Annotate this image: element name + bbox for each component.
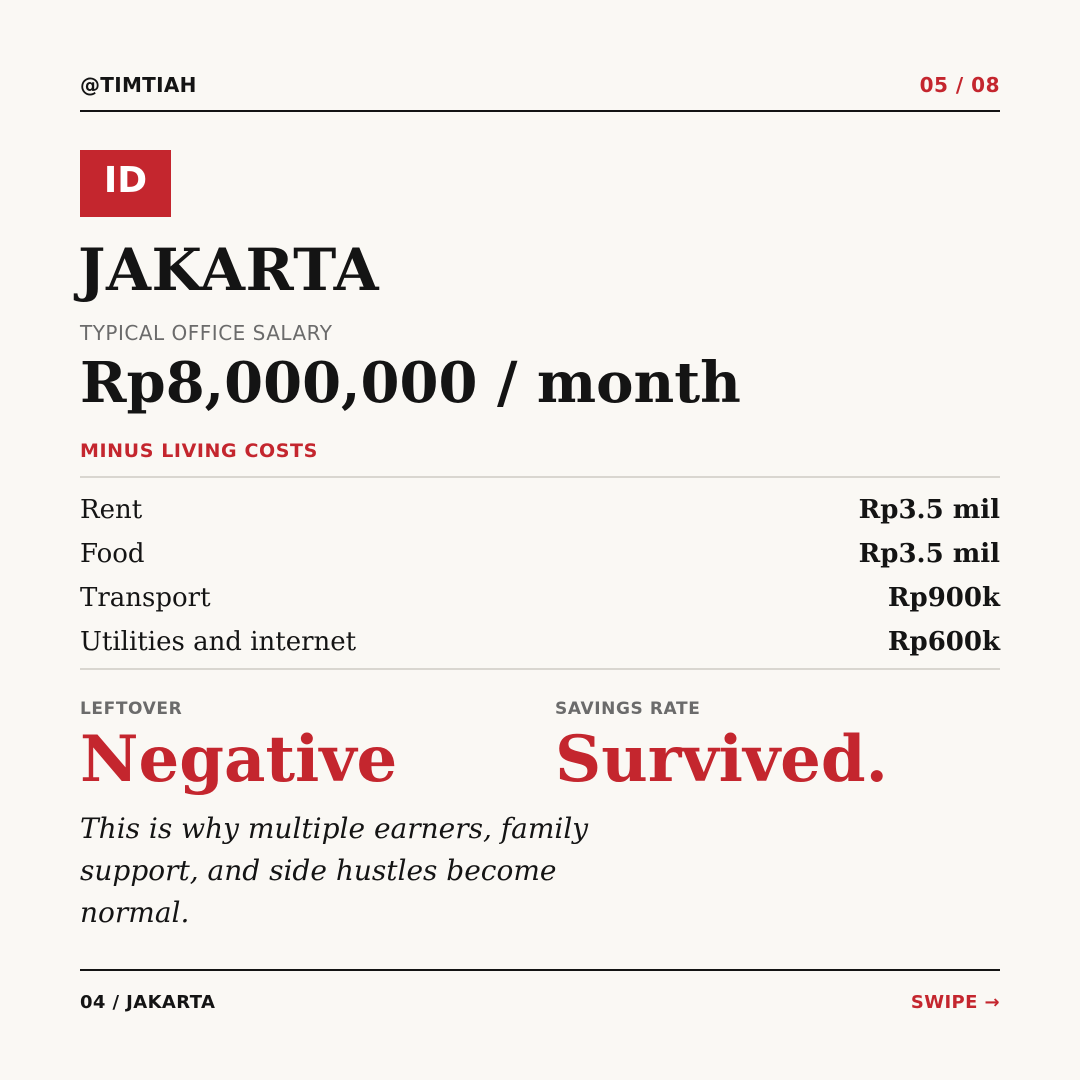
section-indicator: 04 / JAKARTA <box>80 991 216 1013</box>
cost-name: Utilities and internet <box>80 627 357 657</box>
cost-row-rent <box>80 488 1000 532</box>
cost-name: Rent <box>80 495 143 525</box>
city-title: JAKARTA <box>78 236 380 304</box>
cost-row-food <box>80 532 1000 576</box>
leftover-label: LEFTOVER <box>80 699 183 719</box>
costs-bottom-divider <box>80 668 1000 670</box>
author-handle: @TIMTIAH <box>80 73 197 97</box>
salary-value: Rp8,000,000 / month <box>80 350 741 416</box>
leftover-value: Negative <box>80 722 398 797</box>
cost-name: Transport <box>80 583 211 613</box>
costs-top-divider <box>80 476 1000 478</box>
cost-value: Rp900k <box>887 583 1000 613</box>
cost-row-utilities <box>80 620 1000 664</box>
header <box>80 70 1000 100</box>
page-indicator: 05 / 08 <box>919 73 1000 97</box>
cost-list <box>80 488 1000 664</box>
savings-rate-value: Survived. <box>555 722 888 797</box>
cost-value: Rp3.5 mil <box>858 495 1000 525</box>
cost-value: Rp600k <box>887 627 1000 657</box>
footer <box>80 988 1000 1016</box>
top-divider <box>80 110 1000 112</box>
country-code-badge <box>80 150 171 217</box>
costs-label: MINUS LIVING COSTS <box>80 440 318 462</box>
cost-row-transport <box>80 576 1000 620</box>
explanatory-note: This is why multiple earners, family support, and side hustles become normal. <box>80 812 589 929</box>
bottom-divider <box>80 969 1000 971</box>
cost-name: Food <box>80 539 145 569</box>
country-code: ID <box>103 160 148 201</box>
cost-value: Rp3.5 mil <box>858 539 1000 569</box>
swipe-prompt[interactable]: SWIPE → <box>910 991 1000 1013</box>
salary-label: TYPICAL OFFICE SALARY <box>80 321 333 345</box>
savings-rate-label: SAVINGS RATE <box>555 699 701 719</box>
